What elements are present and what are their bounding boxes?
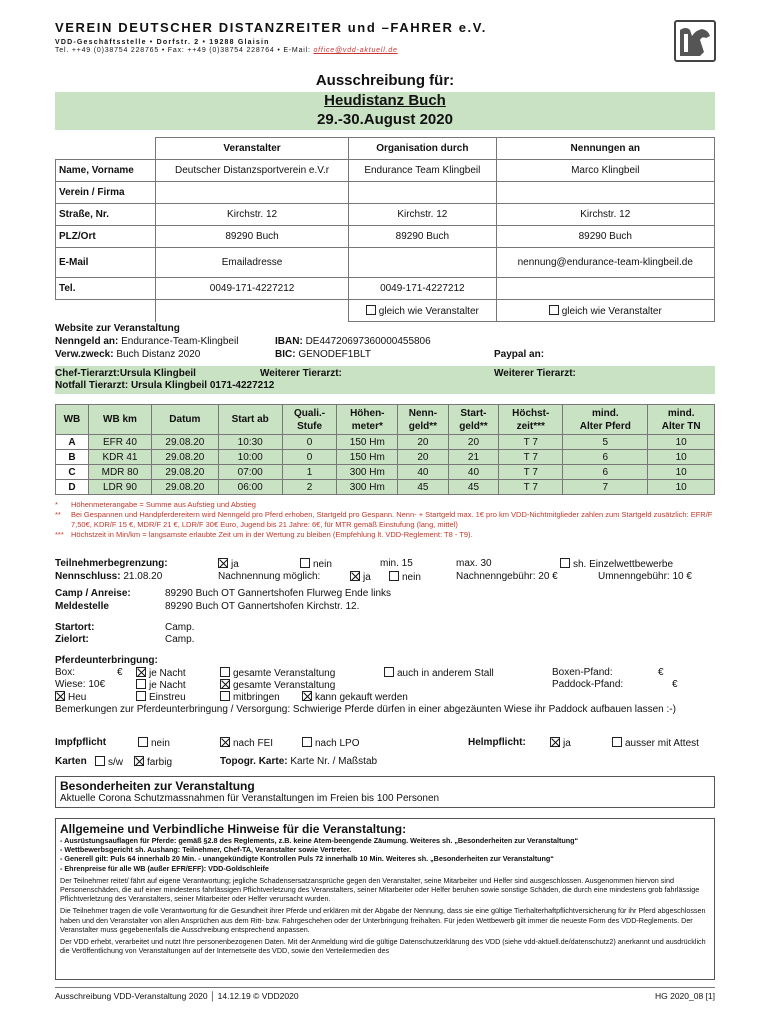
pferdeunterbringung-title: Pferdeunterbringung: [55,655,158,666]
checkbox-icon[interactable] [302,737,312,747]
cell: T 7 [499,435,563,450]
cell[interactable]: Endurance Team Klingbeil [349,160,496,182]
title-line-1: Ausschreibung für: [315,72,455,89]
competition-table-header [56,405,715,435]
anreise-value: 89290 Buch OT Gannertshofen Flurweg Ende links [165,588,392,599]
organizer-table [55,137,715,322]
organizer-table-header [56,138,715,160]
cell: MDR 80 [88,465,151,480]
footer-left: Ausschreibung VDD-Veranstaltung 2020 │ 14.12.19 © VDD2020 [55,991,299,1001]
col-header: Start ab [218,405,282,435]
cell: LDR 90 [88,480,151,495]
weiterer-tierarzt-2: Weiterer Tierarzt: [494,368,576,379]
cell[interactable]: 89290 Buch [349,226,496,248]
checkbox-icon[interactable] [366,305,376,315]
row-label: Straße, Nr. [56,204,156,226]
col-header: Quali.- Stufe [282,405,337,435]
begrenzung-label: Teilnehmerbegrenzung: [55,558,168,569]
startort-label: Startort: [55,622,95,633]
allgemein-paragraph: Der VDD erhebt, verarbeitet und nutzt Ihre personenbezogenen Daten. Mit der Anmeldung wird die gültige Datenschutzerklärung des VDD (siehe vdd-aktuell.de/datenschutz2) anerkannt und ausdrücklich die Veröffentlichung von Veranstaltungen auf der Internetseite des VDD, sowie den Verteilermedien des [60,937,706,956]
helm-attest-checkbox[interactable]: ausser mit Attest [612,737,699,749]
cell: 150 Hm [337,435,398,450]
checkbox-icon[interactable] [560,558,570,568]
nachnenngebuehr: Nachnenngebühr: 20 € [456,571,558,582]
checkbox-icon[interactable] [302,691,312,701]
table-row [56,480,715,495]
col-header: Datum [152,405,219,435]
cell: 1 [282,465,337,480]
helmpflicht-label: Helmpflicht: [468,737,526,748]
checkbox-icon[interactable] [300,558,310,568]
begrenzung-ja-checkbox[interactable]: ja [218,558,239,570]
office-address: VDD-Geschäftsstelle • Dorfstr. 2 • 19288 Glaisin [55,39,270,46]
cell: 29.08.20 [152,480,219,495]
karten-label: Karten [55,756,87,767]
cell: 6 [563,465,648,480]
allgemein-bullet: - Ehrenpreise für alle WB (außer EFR/EFF): VDD-Goldschleife [60,863,269,873]
cell: 7 [563,480,648,495]
meldestelle-label: Meldestelle [55,601,109,612]
begrenzung-nein-checkbox[interactable]: nein [300,558,332,570]
row-label: PLZ/Ort [56,226,156,248]
cell[interactable]: 89290 Buch [156,226,349,248]
anderer-stall-checkbox[interactable]: auch in anderem Stall [384,667,494,679]
weiterer-tierarzt-1: Weiterer Tierarzt: [260,368,342,379]
notfall-tierarzt: Notfall Tierarzt: Ursula Klingbeil 0171-4227212 [55,380,275,391]
checkbox-icon[interactable] [389,571,399,581]
bic-line: BIC: GENODEF1BLT [275,349,371,360]
col-header: Höhen- meter* [337,405,398,435]
same-as-organizer-checkbox-2[interactable]: gleich wie Veranstalter [496,300,714,322]
cell: KDR 41 [88,450,151,465]
checkbox-icon[interactable] [220,737,230,747]
checkbox-icon[interactable] [220,667,230,677]
cell: 29.08.20 [152,435,219,450]
website-label: Website zur Veranstaltung [55,323,180,334]
checkbox-icon[interactable] [612,737,622,747]
cell: 2 [282,480,337,495]
allgemein-bullet: - Generell gilt: Puls 64 innerhalb 20 Min. - unangekündigte Kontrollen Puls 72 innerhalb 10 Min. Weiteres sh. „Besonderheiten zur Veranstaltung“ [60,854,554,864]
checkbox-icon[interactable] [218,558,228,568]
cell: 10:00 [218,450,282,465]
footnote: *** Höchstzeit in Min/km = langsamste erlaubte Zeit um in der Wertung zu bleiben (Empfehlung lt. VDD-Reglement: T8 - T9). [55,530,473,539]
col-header: WB km [88,405,151,435]
cell[interactable] [156,182,349,204]
table-row [56,300,715,322]
cell: B [56,450,89,465]
vdd-horse-logo-icon [674,20,716,62]
checkbox-icon[interactable] [134,756,144,766]
heu-checkbox[interactable]: Heu [55,691,86,703]
impf-fei-checkbox[interactable]: nach FEI [220,737,273,749]
cell[interactable]: Marco Klingbeil [496,160,714,182]
cell[interactable] [496,182,714,204]
besonderheiten-box [55,776,715,808]
boxen-pfand-currency: € [658,667,664,678]
einzel-checkbox[interactable]: sh. Einzelwettbewerbe [560,558,673,570]
topo-karte-line: Topogr. Karte: Karte Nr. / Maßstab [220,756,378,767]
cell[interactable]: 0049-171-4227212 [156,278,349,300]
cell: 06:00 [218,480,282,495]
checkbox-icon[interactable] [350,571,360,581]
boxen-pfand-label: Boxen-Pfand: [552,667,613,678]
umnenngebuehr: Umnenngebühr: 10 € [598,571,692,582]
paddock-pfand-currency: € [672,679,678,690]
unterbringung-bemerkung: Bemerkungen zur Pferdeunterbringung / Versorgung: Schwierige Pferde dürfen in einer abgezäunten Wiese ihr Paddock aufbauen lassen :-) [55,704,676,715]
col-header: WB [56,405,89,435]
checkbox-icon[interactable] [95,756,105,766]
chef-tierarzt: Chef-Tierarzt:Ursula Klingbeil [55,368,196,379]
letterhead [55,20,675,54]
table-row [56,450,715,465]
cell: 29.08.20 [152,450,219,465]
box-je-nacht-checkbox[interactable]: je Nacht [136,667,186,679]
table-row [56,248,715,278]
col-organisation: Organisation durch [349,138,496,160]
cell: 300 Hm [337,465,398,480]
table-row [56,160,715,182]
checkbox-icon[interactable] [220,691,230,701]
table-row [56,278,715,300]
verwendungszweck-line: Verw.zweck: Buch Distanz 2020 [55,349,201,360]
checkbox-icon[interactable] [136,691,146,701]
cell: 10 [648,450,715,465]
cell: 29.08.20 [152,465,219,480]
table-row [56,182,715,204]
min-participants: min. 15 [380,558,413,569]
allgemein-paragraph: Der Teilnehmer reitet/ fährt auf eigene Verantwortung; jegliche Schadensersatzansprüche gegen den Veranstalter, seine Mitarbeiter und Helfer sind ausgeschlossen. Ausgenommen hiervon sind Personenschäden, die auf einer mindestens fahrlässigen Pflichtverletzung des Veranstalters, seiner Mitarbeiter oder Helfer beruhen sowie sonstige Schäden, die durch eine mindestens grob fahrlässige Pflichtverletzung des Veranstalters, seiner Mitarbeiter oder Helfer verursacht wurden. [60,875,700,904]
cell: T 7 [499,450,563,465]
cell[interactable] [349,248,496,278]
paddock-pfand-label: Paddock-Pfand: [552,679,624,690]
nachnennung-label: Nachnennung möglich: [218,571,321,582]
col-header: mind. Alter TN [648,405,715,435]
karten-sw-checkbox[interactable]: s/w [95,756,123,768]
footer-right: HG 2020_08 [1] [654,991,715,1001]
cell: 21 [448,450,499,465]
box-label: Box: [55,667,76,678]
page-footer [55,987,715,1001]
cell: 40 [398,465,449,480]
besonderheiten-title: Besonderheiten zur Veranstaltung [60,779,255,793]
wiese-gesamte-checkbox[interactable]: gesamte Veranstaltung [220,679,335,691]
cell[interactable]: Deutscher Distanzsportverein e.V.r [156,160,349,182]
box-currency: € [117,667,123,678]
competition-table [55,404,715,495]
checkbox-icon[interactable] [136,667,146,677]
cell[interactable]: 0049-171-4227212 [349,278,496,300]
table-row [56,204,715,226]
wiese-label: Wiese: 10€ [55,679,106,690]
zielort-label: Zielort: [55,634,89,645]
table-row [56,435,715,450]
paypal-label: Paypal an: [494,349,545,360]
allgemein-bullet: - Wettbewerbsgericht sh. Aushang: Teilnehmer, Chef-TA, Veranstalter sowie Vertreter. [60,845,352,855]
zielort-value: Camp. [165,634,195,645]
cell: 20 [398,450,449,465]
row-label: Tel. [56,278,156,300]
iban-line: IBAN: DE44720697360000455806 [275,336,431,347]
cell: 150 Hm [337,450,398,465]
cell: 5 [563,435,648,450]
allgemein-paragraph: Die Teilnehmer tragen die volle Verantwortung für die Gesundheit ihrer Pferde und erklären mit der Abgabe der Nennung, dass sie eine gültige Tierhalterhaftpflichtversicherung für ihr Pferd abgeschlossen haben und den Veranstalter von allen Ansprüchen aus dem Ritt- bzw. Fahrgeschehen oder der Unterbringung freihalten. Für jeden Wettbewerb gilt immer die neueste Form des VDD-Reglements. Der Veranstalter muss gegebenenfalls die Ausschreibung entsprechend anpassen. [60,906,706,934]
col-header: Start- geld** [448,405,499,435]
cell: 45 [448,480,499,495]
cell: 07:00 [218,465,282,480]
cell[interactable]: Emailadresse [156,248,349,278]
cell: T 7 [499,465,563,480]
row-label: Verein / Firma [56,182,156,204]
checkbox-icon[interactable] [55,691,65,701]
cell[interactable] [496,278,714,300]
karten-farbig-checkbox[interactable]: farbig [134,756,172,768]
footnote: * Höhenmeterangabe = Summe aus Aufstieg und Abstieg [55,500,256,509]
cell: 40 [448,465,499,480]
startort-value: Camp. [165,622,195,633]
cell[interactable]: Kirchstr. 12 [349,204,496,226]
cell[interactable]: Kirchstr. 12 [496,204,714,226]
cell: T 7 [499,480,563,495]
cell: A [56,435,89,450]
row-label: E-Mail [56,248,156,278]
cell: C [56,465,89,480]
cell[interactable]: Kirchstr. 12 [156,204,349,226]
footnote: ** Bei Gespannen und Handpferdereitern wird Nenngeld pro Pferd erhoben, Startgeld pro Gespann. Nenn- + Startgeld max. 1€ pro km VDD-Nichtmitglieder zahlen zum Startgeld zusätzlich: EFR/F 7,50€, KDR/F 15 €, MDR/F 21 €, LDR/F 30€ Euro, Jugend bis 21 Jahre: 6€, für MTR gemäß Einstufung (lang, mittel) [55,510,713,529]
impf-nein-checkbox[interactable]: nein [138,737,170,749]
cell: 6 [563,450,648,465]
cell: 0 [282,450,337,465]
impfpflicht-label: Impfpflicht [55,737,107,748]
cell: 10 [648,465,715,480]
cell: D [56,480,89,495]
same-as-organizer-checkbox-1[interactable]: gleich wie Veranstalter [349,300,496,322]
table-row [56,465,715,480]
allgemein-bullet: - Ausrüstungsauflagen für Pferde: gemäß §2.8 des Reglements, z.B. keine Atem-beengende Zäumung. Weiteres sh. „Besonderheiten zur Veranstaltung“ [60,836,579,845]
org-title: VEREIN DEUTSCHER DISTANZREITER und –FAHRER e.V. [55,20,488,35]
event-name: Heudistanz Buch [324,92,446,109]
nachnennung-ja-checkbox[interactable]: ja [350,571,371,583]
checkbox-icon[interactable] [220,679,230,689]
footnotes [55,500,720,540]
checkbox-icon[interactable] [138,737,148,747]
event-date: 29.-30.August 2020 [317,111,453,128]
allgemein-title: Allgemeine und Verbindliche Hinweise für die Veranstaltung: [60,822,407,836]
nachnennung-nein-checkbox[interactable]: nein [389,571,421,583]
cell: 300 Hm [337,480,398,495]
cell: 45 [398,480,449,495]
col-header: Höchst- zeit*** [499,405,563,435]
checkbox-icon[interactable] [384,667,394,677]
cell: 0 [282,435,337,450]
allgemein-box [55,818,715,980]
cell[interactable]: 89290 Buch [496,226,714,248]
office-email-link[interactable]: office@vdd-aktuell.de [313,47,398,54]
kaufen-checkbox[interactable]: kann gekauft werden [302,691,408,703]
cell: 10 [648,480,715,495]
anreise-label: Camp / Anreise: [55,588,131,599]
cell: 10:30 [218,435,282,450]
table-row [56,226,715,248]
col-header: mind. Alter Pferd [563,405,648,435]
col-header: Nenn- geld** [398,405,449,435]
cell[interactable]: nennung@endurance-team-klingbeil.de [496,248,714,278]
mitbringen-checkbox[interactable]: mitbringen [220,691,280,703]
helm-ja-checkbox[interactable]: ja [550,737,571,749]
besonderheiten-text: Aktuelle Corona Schutzmassnahmen für Veranstaltungen im Freien bis 100 Personen [60,793,440,804]
cell: EFR 40 [88,435,151,450]
box-gesamte-checkbox[interactable]: gesamte Veranstaltung [220,667,335,679]
nenngeld-line: Nenngeld an: Endurance-Team-Klingbeil [55,336,239,347]
col-nennungen: Nennungen an [496,138,714,160]
nennschluss-line: Nennschluss: 21.08.20 [55,571,163,582]
max-participants: max. 30 [456,558,492,569]
cell: 10 [648,435,715,450]
einstreu-checkbox[interactable]: Einstreu [136,691,186,703]
cell: 20 [398,435,449,450]
checkbox-icon[interactable] [550,737,560,747]
wiese-je-nacht-checkbox[interactable]: je Nacht [136,679,186,691]
cell[interactable] [349,182,496,204]
col-veranstalter: Veranstalter [156,138,349,160]
row-label: Name, Vorname [56,160,156,182]
checkbox-icon[interactable] [549,305,559,315]
impf-lpo-checkbox[interactable]: nach LPO [302,737,359,749]
cell: 20 [448,435,499,450]
meldestelle-value: 89290 Buch OT Gannertshofen Kirchstr. 12. [165,601,360,612]
checkbox-icon[interactable] [136,679,146,689]
contact-line: Tel. ++49 (0)38754 228765 • Fax: ++49 (0)38754 228764 • E-Mail: office@vdd-aktuell.de [55,47,398,54]
